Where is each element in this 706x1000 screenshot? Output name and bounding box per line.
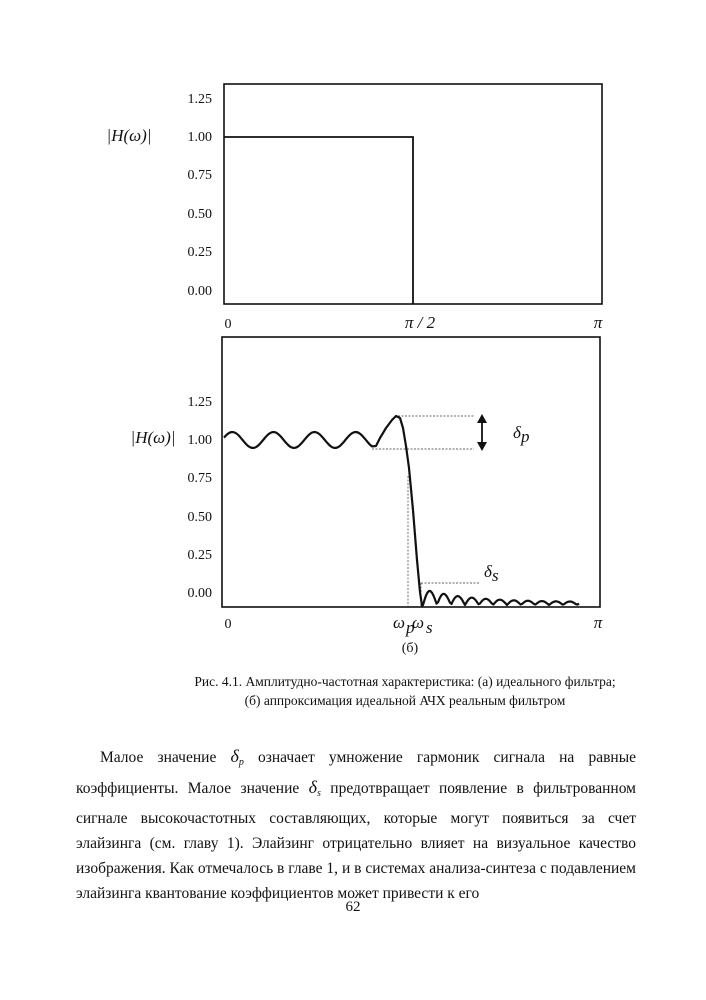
- chart-b-xtick-pi: π: [593, 613, 603, 632]
- chart-a-xtick-0: 0: [224, 317, 232, 332]
- chart-a: [107, 84, 603, 332]
- delta-p-subscript: p: [238, 757, 244, 768]
- delta-p-symbol: δ: [230, 746, 239, 766]
- chart-a-ytick-5: 0.25: [187, 245, 212, 260]
- chart-a-ytick-1: 1.25: [187, 92, 212, 107]
- chart-a-ytick-3: 0.75: [187, 168, 212, 183]
- text-p1-b: означает умножение гармоник сигнала на равные коэффициенты. Малое значение: [76, 749, 636, 797]
- chart-b-ytick-4: 0.50: [187, 510, 212, 525]
- chart-a-xtick-pi: π: [593, 313, 603, 332]
- chart-b-xtick-omega-p: ω: [392, 613, 406, 632]
- chart-b-panel-label: (б): [401, 641, 419, 656]
- delta-p-arrow: [477, 414, 487, 451]
- chart-b-xtick-omega-s: ω: [411, 613, 425, 632]
- delta-p-sub: p: [521, 427, 530, 446]
- chart-b-ytick-1: 1.25: [187, 395, 212, 410]
- caption-line-1: Рис. 4.1. Амплитудно-частотная характеристика: (а) идеального фильтра;: [194, 674, 616, 689]
- delta-s-label: δ: [484, 562, 492, 581]
- chart-a-xtick-half-pi: π / 2: [404, 313, 436, 332]
- delta-s-subscript: s: [317, 788, 321, 799]
- chart-a-ytick-4: 0.50: [187, 207, 212, 222]
- chart-a-ytick-6: 0.00: [187, 284, 212, 299]
- chart-b-ytick-5: 0.25: [187, 548, 212, 563]
- chart-b: [131, 337, 603, 656]
- chart-b-ylabel: |H(ω)|: [130, 428, 176, 447]
- chart-b-xtick-omega-p-sub: p: [406, 618, 415, 637]
- chart-b-ytick-3: 0.75: [187, 471, 212, 486]
- chart-a-ylabel: |H(ω)|: [106, 126, 152, 145]
- chart-b-ytick-6: 0.00: [187, 586, 212, 601]
- chart-a-ideal-line: [224, 137, 413, 304]
- text-p1-c: предотвращает появление в фильтрованном сигнале высокочастотных составляющих, которые могут появиться за счет элайзинга (см. главу 1). Элайзинг отрицательно влияет на визуальное качество изображения. Как отмечалось в главе 1, и в системах анализа-синтеза с подавлением элайзинга квантование коэффициентов может привести к его: [76, 780, 636, 902]
- figure-caption: [150, 672, 660, 710]
- delta-s-sub: s: [492, 566, 499, 585]
- chart-b-ytick-2: 1.00: [187, 433, 212, 448]
- body-paragraph: [76, 744, 636, 906]
- text-p1-a: Малое значение: [100, 749, 231, 766]
- chart-a-ytick-2: 1.00: [187, 130, 212, 145]
- chart-b-frame: [222, 337, 600, 607]
- chart-b-xtick-omega-s-sub: s: [426, 618, 433, 637]
- delta-s-symbol: δ: [308, 777, 318, 797]
- caption-line-2: (б) аппроксимация идеальной АЧХ реальным фильтром: [244, 693, 566, 708]
- chart-b-xtick-0: 0: [224, 617, 232, 632]
- page-number: 62: [345, 899, 361, 915]
- delta-p-label: δ: [513, 423, 521, 442]
